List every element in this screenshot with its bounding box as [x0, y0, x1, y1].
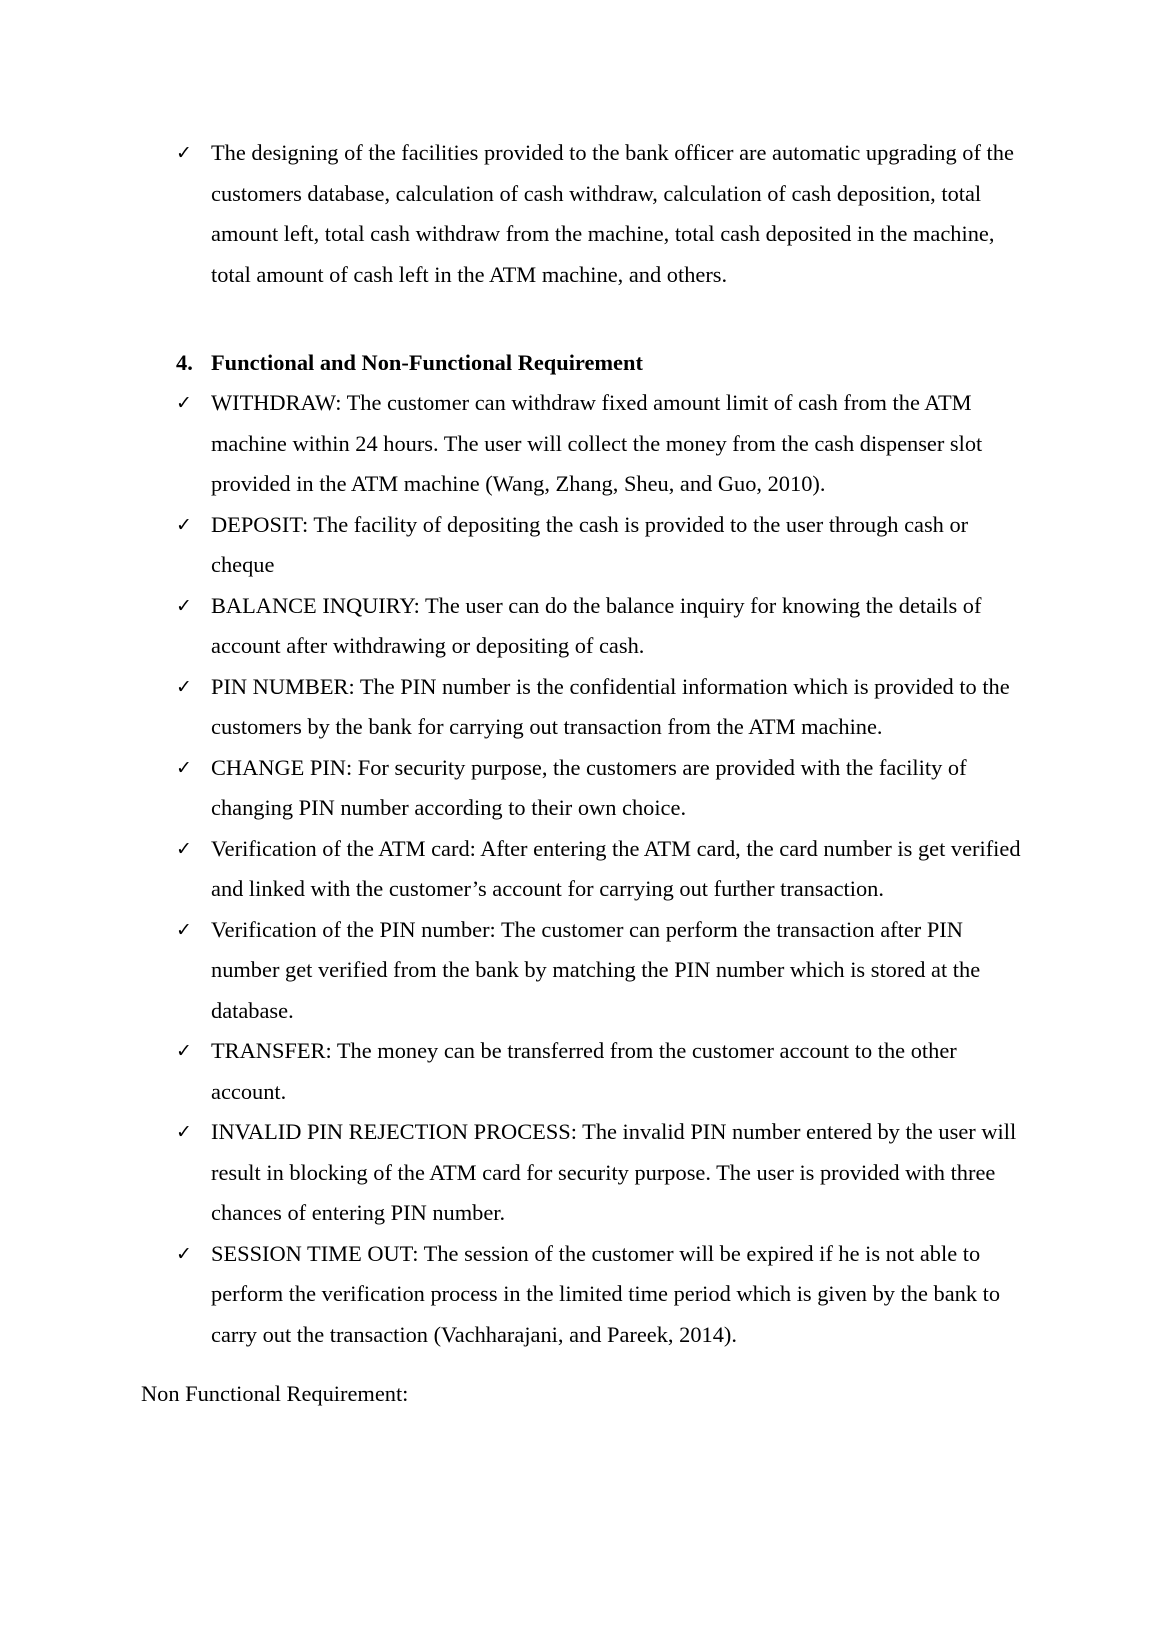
checkmark-icon: ✓ [176, 837, 192, 860]
list-item-text: Verification of the ATM card: After entering the ATM card, the card number is get verified and linked with the customer’s account for carrying out further transaction. [211, 835, 1021, 901]
list-item [176, 383, 1036, 505]
checkmark-icon: ✓ [176, 513, 192, 536]
list-item-text: TRANSFER: The money can be transferred from the customer account to the other account. [211, 1038, 957, 1104]
list-item [176, 667, 1036, 748]
list-item-text: INVALID PIN REJECTION PROCESS: The invalid PIN number entered by the user will result in blocking of the ATM card for security purpose. The user is provided with three chances of entering PIN number. [211, 1119, 1017, 1225]
checkmark-icon: ✓ [176, 392, 192, 414]
checkmark-icon: ✓ [176, 918, 192, 941]
list-item-text: WITHDRAW: The customer can withdraw fixed amount limit of cash from the ATM machine within 24 hours. The user will collect the money from the cash dispenser slot provided in the ATM machine (Wang, Zhang, Sheu, and Guo, 2010). [211, 390, 983, 496]
list-item [176, 910, 1036, 1032]
list-item [176, 1234, 1036, 1356]
list-item-text: BALANCE INQUIRY: The user can do the balance inquiry for knowing the details of account after withdrawing or depositing of cash. [211, 592, 982, 658]
list-item-text: The designing of the facilities provided to the bank officer are automatic upgrading of the customers database, calculation of cash withdraw, calculation of cash deposition, total amount left, total cash withdraw from the machine, total cash deposited in the machine, total amount of cash left in the ATM machine, and others. [211, 140, 1014, 287]
checkmark-icon: ✓ [176, 675, 192, 698]
section-heading [176, 343, 1036, 384]
list-item-text: PIN NUMBER: The PIN number is the confidential information which is provided to the customers by the bank for carrying out transaction from the ATM machine. [211, 673, 1010, 739]
requirements-list [176, 383, 1036, 1355]
list-item [176, 133, 1036, 295]
checkmark-icon: ✓ [176, 1242, 192, 1265]
list-item-text: SESSION TIME OUT: The session of the customer will be expired if he is not able to perform the verification process in the limited time period which is given by the bank to carry out the transaction (Vachharajani, and Pareek, 2014). [211, 1240, 1001, 1347]
section-title: Functional and Non-Functional Requirement [211, 350, 643, 375]
list-item-text: CHANGE PIN: For security purpose, the customers are provided with the facility of changing PIN number according to their own choice. [211, 754, 967, 820]
section-number: 4. [176, 350, 193, 375]
list-item [176, 505, 1036, 586]
list-item-text: DEPOSIT: The facility of depositing the cash is provided to the user through cash or cheque [211, 511, 969, 577]
checkmark-icon: ✓ [176, 756, 192, 779]
list-item [176, 586, 1036, 667]
checkmark-icon: ✓ [176, 142, 192, 164]
non-functional-label: Non Functional Requirement: [141, 1381, 409, 1406]
list-item-text: Verification of the PIN number: The customer can perform the transaction after PIN number get verified from the bank by matching the PIN number which is stored at the database. [211, 916, 981, 1023]
list-item [176, 1031, 1036, 1112]
checkmark-icon: ✓ [176, 1121, 192, 1143]
list-item [176, 829, 1036, 910]
intro-list [176, 133, 1036, 295]
checkmark-icon: ✓ [176, 594, 192, 617]
list-item [176, 1112, 1036, 1234]
list-item [176, 748, 1036, 829]
checkmark-icon: ✓ [176, 1040, 192, 1062]
